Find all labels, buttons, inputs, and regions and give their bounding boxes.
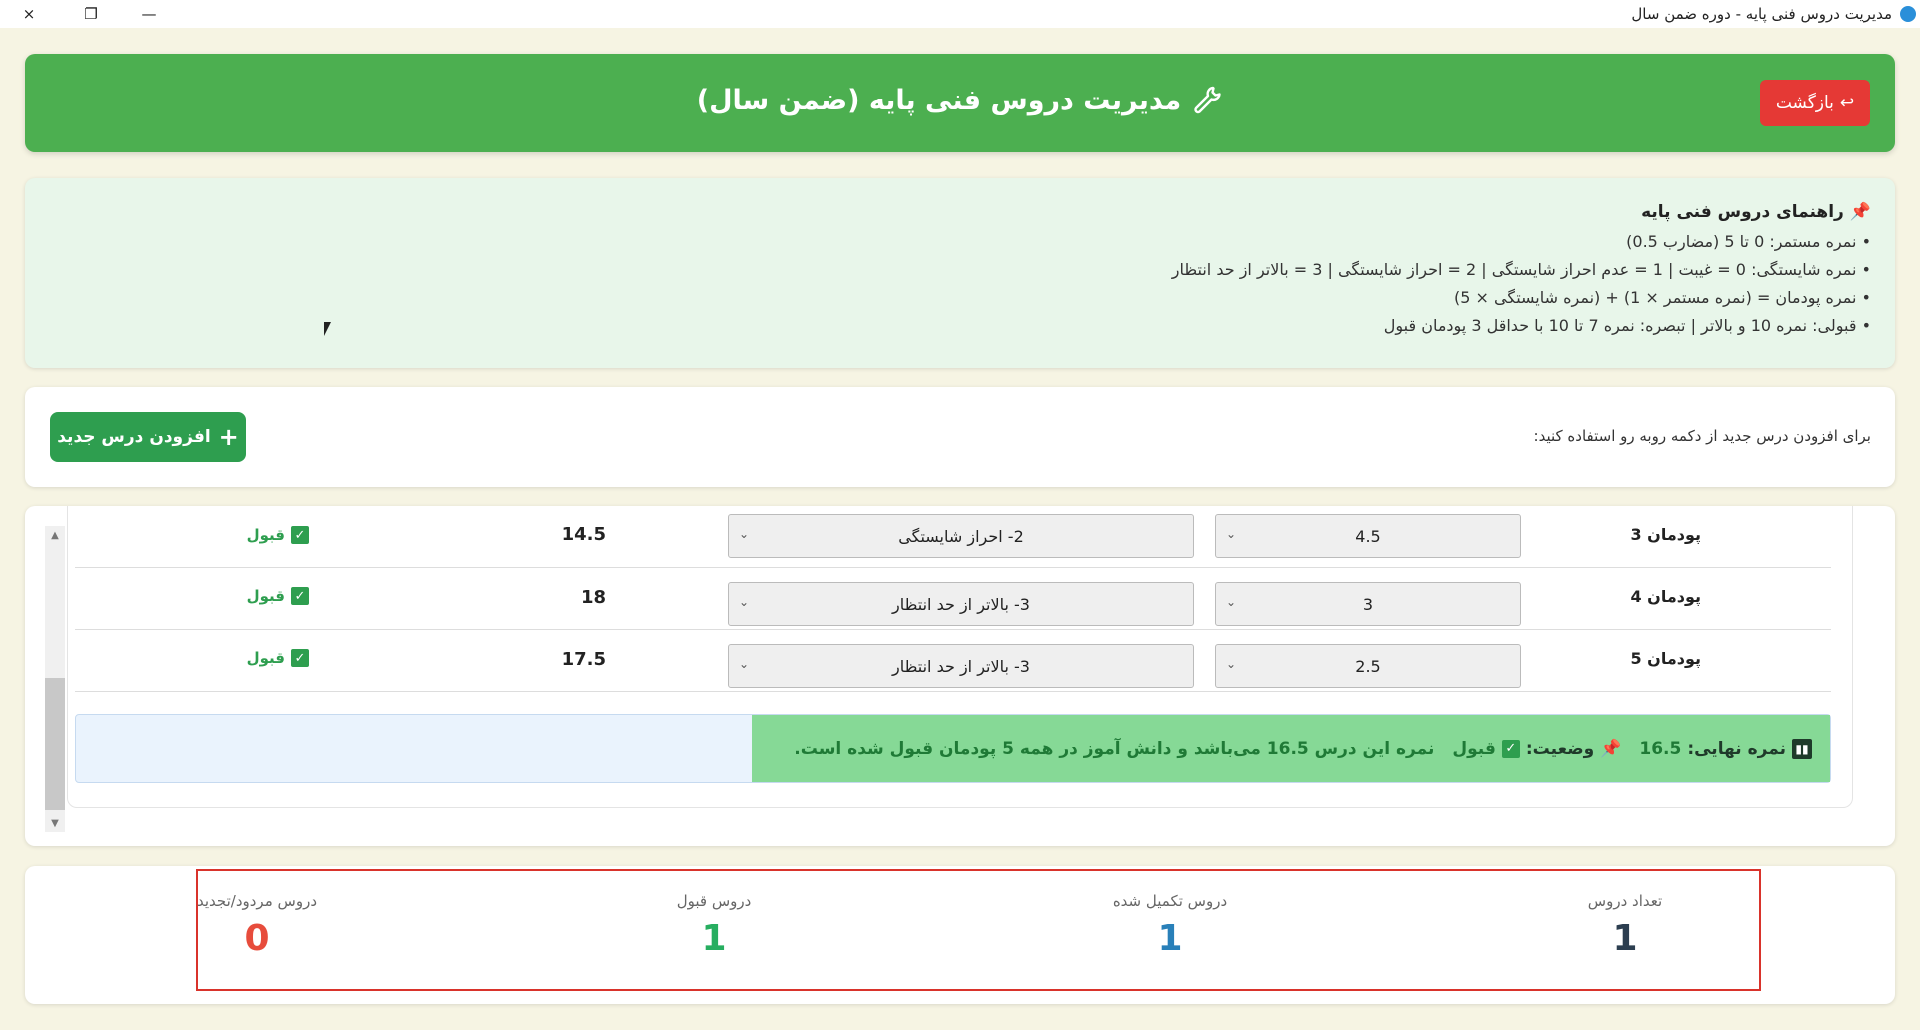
app-icon	[1900, 6, 1916, 22]
window-title: مدیریت دروس فنی پایه - دوره ضمن سال	[1631, 5, 1892, 23]
page-header	[25, 54, 1895, 152]
close-window-button[interactable]	[0, 0, 58, 28]
back-arrow-icon: ↩	[1839, 93, 1855, 113]
module-score: 17.5	[561, 649, 606, 670]
stat-label: دروس تکمیل شده	[1112, 892, 1228, 910]
final-status	[1452, 739, 1621, 759]
chart-icon: ▮▮	[1792, 739, 1812, 759]
competency-value: 3- بالاتر از حد انتظار	[892, 656, 1030, 676]
continuous-score-select[interactable]	[1215, 644, 1521, 688]
stat-failed-courses	[137, 892, 377, 959]
chevron-down-icon: ⌄	[739, 595, 750, 609]
check-icon: ✓	[291, 649, 309, 667]
add-course-button-label: افزودن درس جدید	[57, 427, 211, 447]
wrench-icon	[1191, 84, 1223, 116]
guide-title	[49, 202, 1871, 222]
module-score: 18	[580, 587, 606, 608]
final-status-label: وضعیت:	[1525, 738, 1595, 759]
guide-line: • نمره مستمر: 0 تا 5 (مضارب 0.5)	[1626, 232, 1871, 251]
pin-icon: 📌	[1849, 202, 1871, 222]
final-message: نمره این درس 16.5 می‌باشد و دانش آموز در همه 5 پودمان قبول شده است.	[794, 738, 1435, 759]
course-table-panel	[25, 506, 1895, 846]
stat-total-courses	[1505, 892, 1745, 959]
guide-line: • نمره پودمان = (نمره مستمر × 1) + (نمره شایستگی × 5)	[1454, 288, 1871, 307]
minimize-window-button[interactable]	[120, 0, 178, 28]
stat-passed-courses	[594, 892, 834, 959]
final-score-label: نمره نهایی:	[1687, 738, 1786, 759]
competency-value: 3- بالاتر از حد انتظار	[892, 594, 1030, 614]
final-result-box	[75, 714, 1831, 783]
minimize-icon: —	[141, 5, 157, 23]
table-row	[75, 630, 1831, 692]
stat-label: دروس قبول	[676, 892, 752, 910]
add-course-hint: برای افزودن درس جدید از دکمه روبه رو استفاده کنید:	[1533, 427, 1871, 445]
module-status	[247, 526, 309, 544]
stat-value: 1	[701, 918, 727, 959]
chevron-down-icon: ⌄	[1226, 595, 1237, 609]
competency-select[interactable]	[728, 514, 1194, 558]
page-title	[25, 84, 1895, 116]
competency-value: 2- احراز شایستگی	[898, 526, 1024, 546]
mouse-cursor-icon	[324, 322, 331, 336]
back-button-label: بازگشت	[1775, 93, 1834, 113]
continuous-score-value: 4.5	[1355, 526, 1381, 546]
stat-value: 0	[244, 918, 270, 959]
guide-line: • نمره شایستگی: 0 = غیبت | 1 = عدم احراز شایستگی | 2 = احراز شایستگی | 3 = بالاتر از حد انتظار	[1171, 260, 1871, 279]
table-row	[75, 568, 1831, 630]
module-status	[247, 649, 309, 667]
stat-value: 1	[1157, 918, 1183, 959]
continuous-score-value: 3	[1362, 594, 1374, 614]
module-status-text: قبول	[246, 587, 285, 605]
scrollbar-thumb[interactable]	[45, 678, 65, 810]
module-name: پودمان 5	[1630, 649, 1701, 668]
module-status-text: قبول	[246, 526, 285, 544]
final-score	[1639, 739, 1812, 759]
competency-select[interactable]	[728, 582, 1194, 626]
module-status	[247, 587, 309, 605]
module-status-text: قبول	[246, 649, 285, 667]
module-name: پودمان 3	[1630, 525, 1701, 544]
continuous-score-select[interactable]	[1215, 514, 1521, 558]
stat-value: 1	[1612, 918, 1638, 959]
stat-completed-courses	[1050, 892, 1290, 959]
maximize-icon: ❐	[84, 5, 98, 23]
stat-label: دروس مردود/تجدید	[197, 892, 317, 910]
maximize-window-button[interactable]	[62, 0, 120, 28]
final-result-banner	[752, 715, 1830, 782]
check-icon: ✓	[291, 587, 309, 605]
check-icon: ✓	[1502, 740, 1520, 758]
window-titlebar	[0, 0, 1920, 28]
guide-panel	[25, 178, 1895, 368]
chevron-down-icon: ⌄	[1226, 657, 1237, 671]
module-score: 14.5	[561, 524, 606, 545]
plus-icon: +	[218, 423, 239, 451]
page-title-text: مدیریت دروس فنی پایه (ضمن سال)	[696, 84, 1182, 116]
table-row	[75, 506, 1831, 568]
close-icon: ×	[22, 5, 36, 23]
add-course-panel	[25, 387, 1895, 487]
final-status-value: قبول	[1452, 738, 1496, 759]
scroll-down-icon[interactable]: ▼	[51, 817, 59, 829]
continuous-score-select[interactable]	[1215, 582, 1521, 626]
final-score-value: 16.5	[1639, 738, 1682, 759]
chevron-down-icon: ⌄	[739, 657, 750, 671]
pin-icon: 📌	[1600, 738, 1622, 759]
continuous-score-value: 2.5	[1355, 656, 1381, 676]
guide-title-text: راهنمای دروس فنی پایه	[1641, 202, 1844, 222]
guide-line: • قبولی: نمره 10 و بالاتر | تبصره: نمره 7 تا 10 با حداقل 3 پودمان قبول	[1383, 316, 1871, 335]
module-name: پودمان 4	[1630, 587, 1701, 606]
scroll-up-icon[interactable]: ▲	[51, 529, 59, 541]
stats-panel	[25, 866, 1895, 1004]
chevron-down-icon: ⌄	[739, 527, 750, 541]
stat-label: تعداد دروس	[1587, 892, 1663, 910]
add-course-button[interactable]	[50, 412, 246, 462]
check-icon: ✓	[291, 526, 309, 544]
vertical-scrollbar[interactable]	[45, 526, 65, 832]
chevron-down-icon: ⌄	[1226, 527, 1237, 541]
competency-select[interactable]	[728, 644, 1194, 688]
